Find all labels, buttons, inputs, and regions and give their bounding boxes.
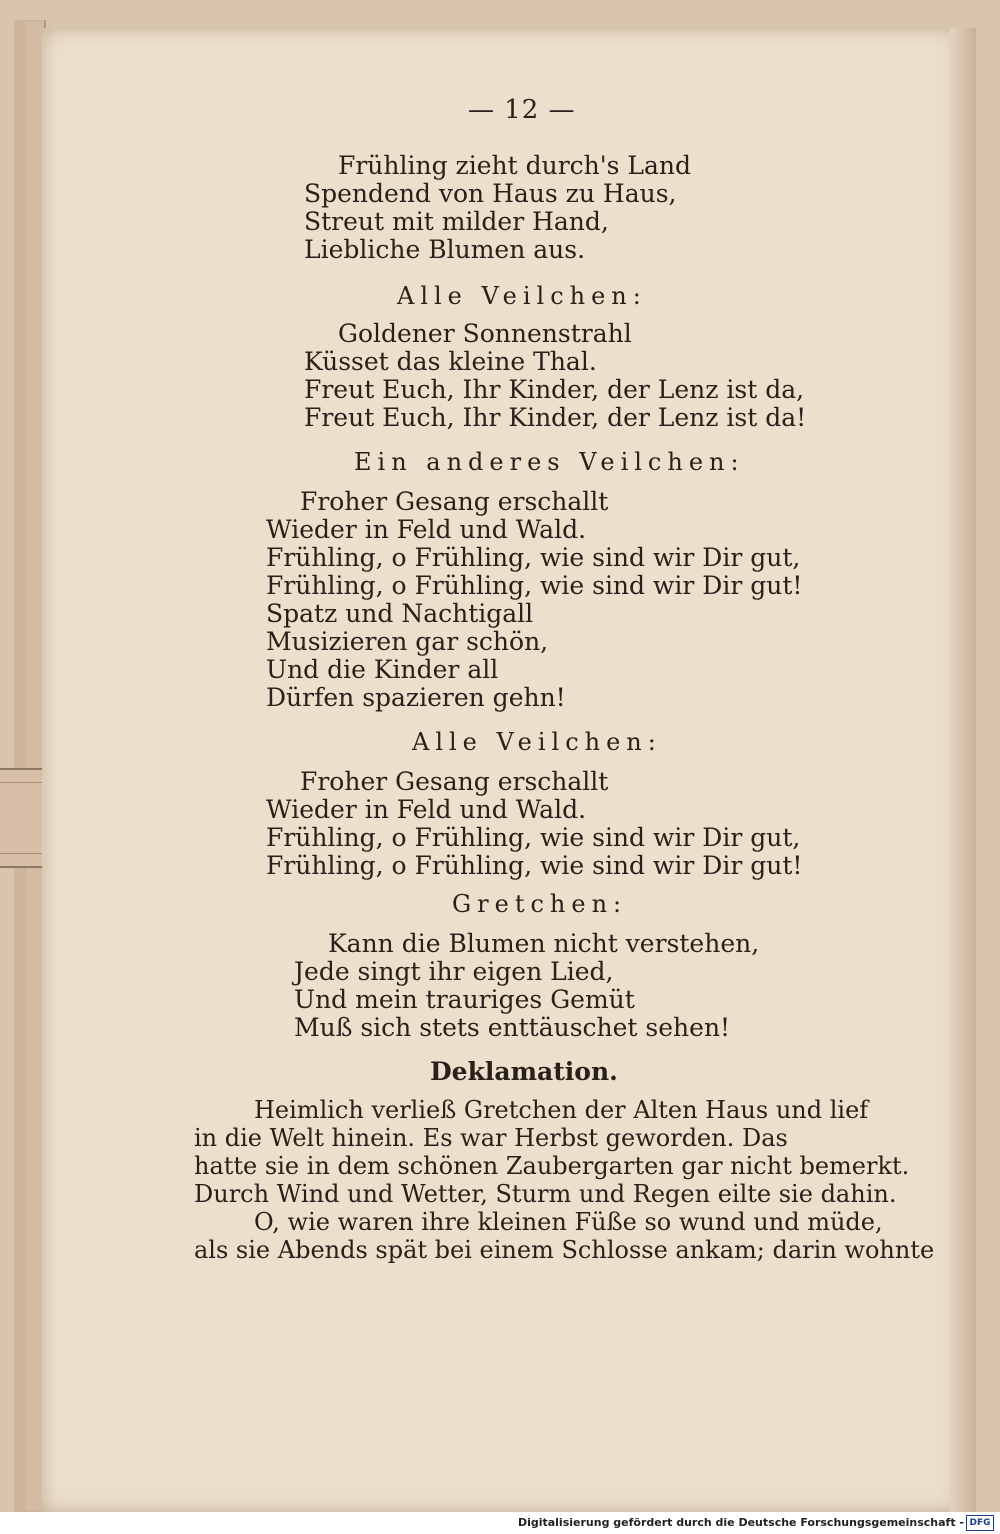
stanza-2-line-4: Freut Euch, Ihr Kinder, der Lenz ist da! (304, 403, 807, 432)
stanza-4-line-1: Froher Gesang erschallt (300, 767, 609, 796)
speaker-heading-alle-veilchen: Alle Veilchen: (397, 282, 647, 310)
stanza-5-line-3: Und mein trauriges Gemüt (294, 985, 635, 1014)
stanza-3-line-7: Und die Kinder all (266, 655, 499, 684)
stanza-3-line-4: Frühling, o Frühling, wie sind wir Dir gut! (266, 571, 803, 600)
stanza-5-line-2: Jede singt ihr eigen Lied, (294, 957, 614, 986)
stanza-2-line-3: Freut Euch, Ihr Kinder, der Lenz ist da, (304, 375, 805, 404)
stanza-1-line-4: Liebliche Blumen aus. (304, 235, 586, 264)
speaker-heading-gretchen: Gretchen: (452, 890, 628, 918)
stanza-4-line-2: Wieder in Feld und Wald. (266, 795, 587, 824)
stanza-3-line-5: Spatz und Nachtigall (266, 599, 534, 628)
prose-line-3: hatte sie in dem schönen Zaubergarten gar nicht bemerkt. (194, 1152, 910, 1180)
prose-line-1: Heimlich verließ Gretchen der Alten Haus und lief (254, 1096, 869, 1124)
page-spine-shadow (950, 28, 976, 1512)
stanza-3-line-8: Dürfen spazieren gehn! (266, 683, 566, 712)
prose-line-2: in die Welt hinein. Es war Herbst geworden. Das (194, 1124, 788, 1152)
footer-credit-text: Digitalisierung gefördert durch die Deutsche Forschungsgemeinschaft - (517, 1516, 964, 1529)
prose-line-4: Durch Wind und Wetter, Sturm und Regen eilte sie dahin. (194, 1180, 897, 1208)
prose-line-6: als sie Abends spät bei einem Schlosse ankam; darin wohnte (194, 1236, 935, 1264)
stanza-3-line-6: Musizieren gar schön, (266, 627, 549, 656)
stanza-3-line-1: Froher Gesang erschallt (300, 487, 609, 516)
stanza-5-line-1: Kann die Blumen nicht verstehen, (328, 929, 760, 958)
section-title-deklamation: Deklamation. (430, 1057, 618, 1086)
stanza-3-line-3: Frühling, o Frühling, wie sind wir Dir gut, (266, 543, 801, 572)
stanza-2-line-2: Küsset das kleine Thal. (304, 347, 597, 376)
speaker-heading-ein-anderes-veilchen: Ein anderes Veilchen: (354, 448, 745, 476)
book-page (42, 28, 976, 1512)
stanza-1-line-3: Streut mit milder Hand, (304, 207, 609, 236)
digitization-footer (0, 1512, 1000, 1534)
stanza-4-line-3: Frühling, o Frühling, wie sind wir Dir gut, (266, 823, 801, 852)
speaker-heading-alle-veilchen-2: Alle Veilchen: (412, 728, 662, 756)
stanza-2-line-1: Goldener Sonnenstrahl (338, 319, 632, 348)
stanza-1-line-2: Spendend von Haus zu Haus, (304, 179, 677, 208)
stanza-3-line-2: Wieder in Feld und Wald. (266, 515, 587, 544)
stanza-1-line-1: Frühling zieht durch's Land (338, 151, 692, 180)
page-number: — 12 — (468, 95, 576, 125)
dfg-logo-icon: DFG (966, 1515, 994, 1531)
stanza-4-line-4: Frühling, o Frühling, wie sind wir Dir gut! (266, 851, 803, 880)
stanza-5-line-4: Muß sich stets enttäuschet sehen! (294, 1013, 731, 1042)
prose-line-5: O, wie waren ihre kleinen Füße so wund und müde, (254, 1208, 883, 1236)
